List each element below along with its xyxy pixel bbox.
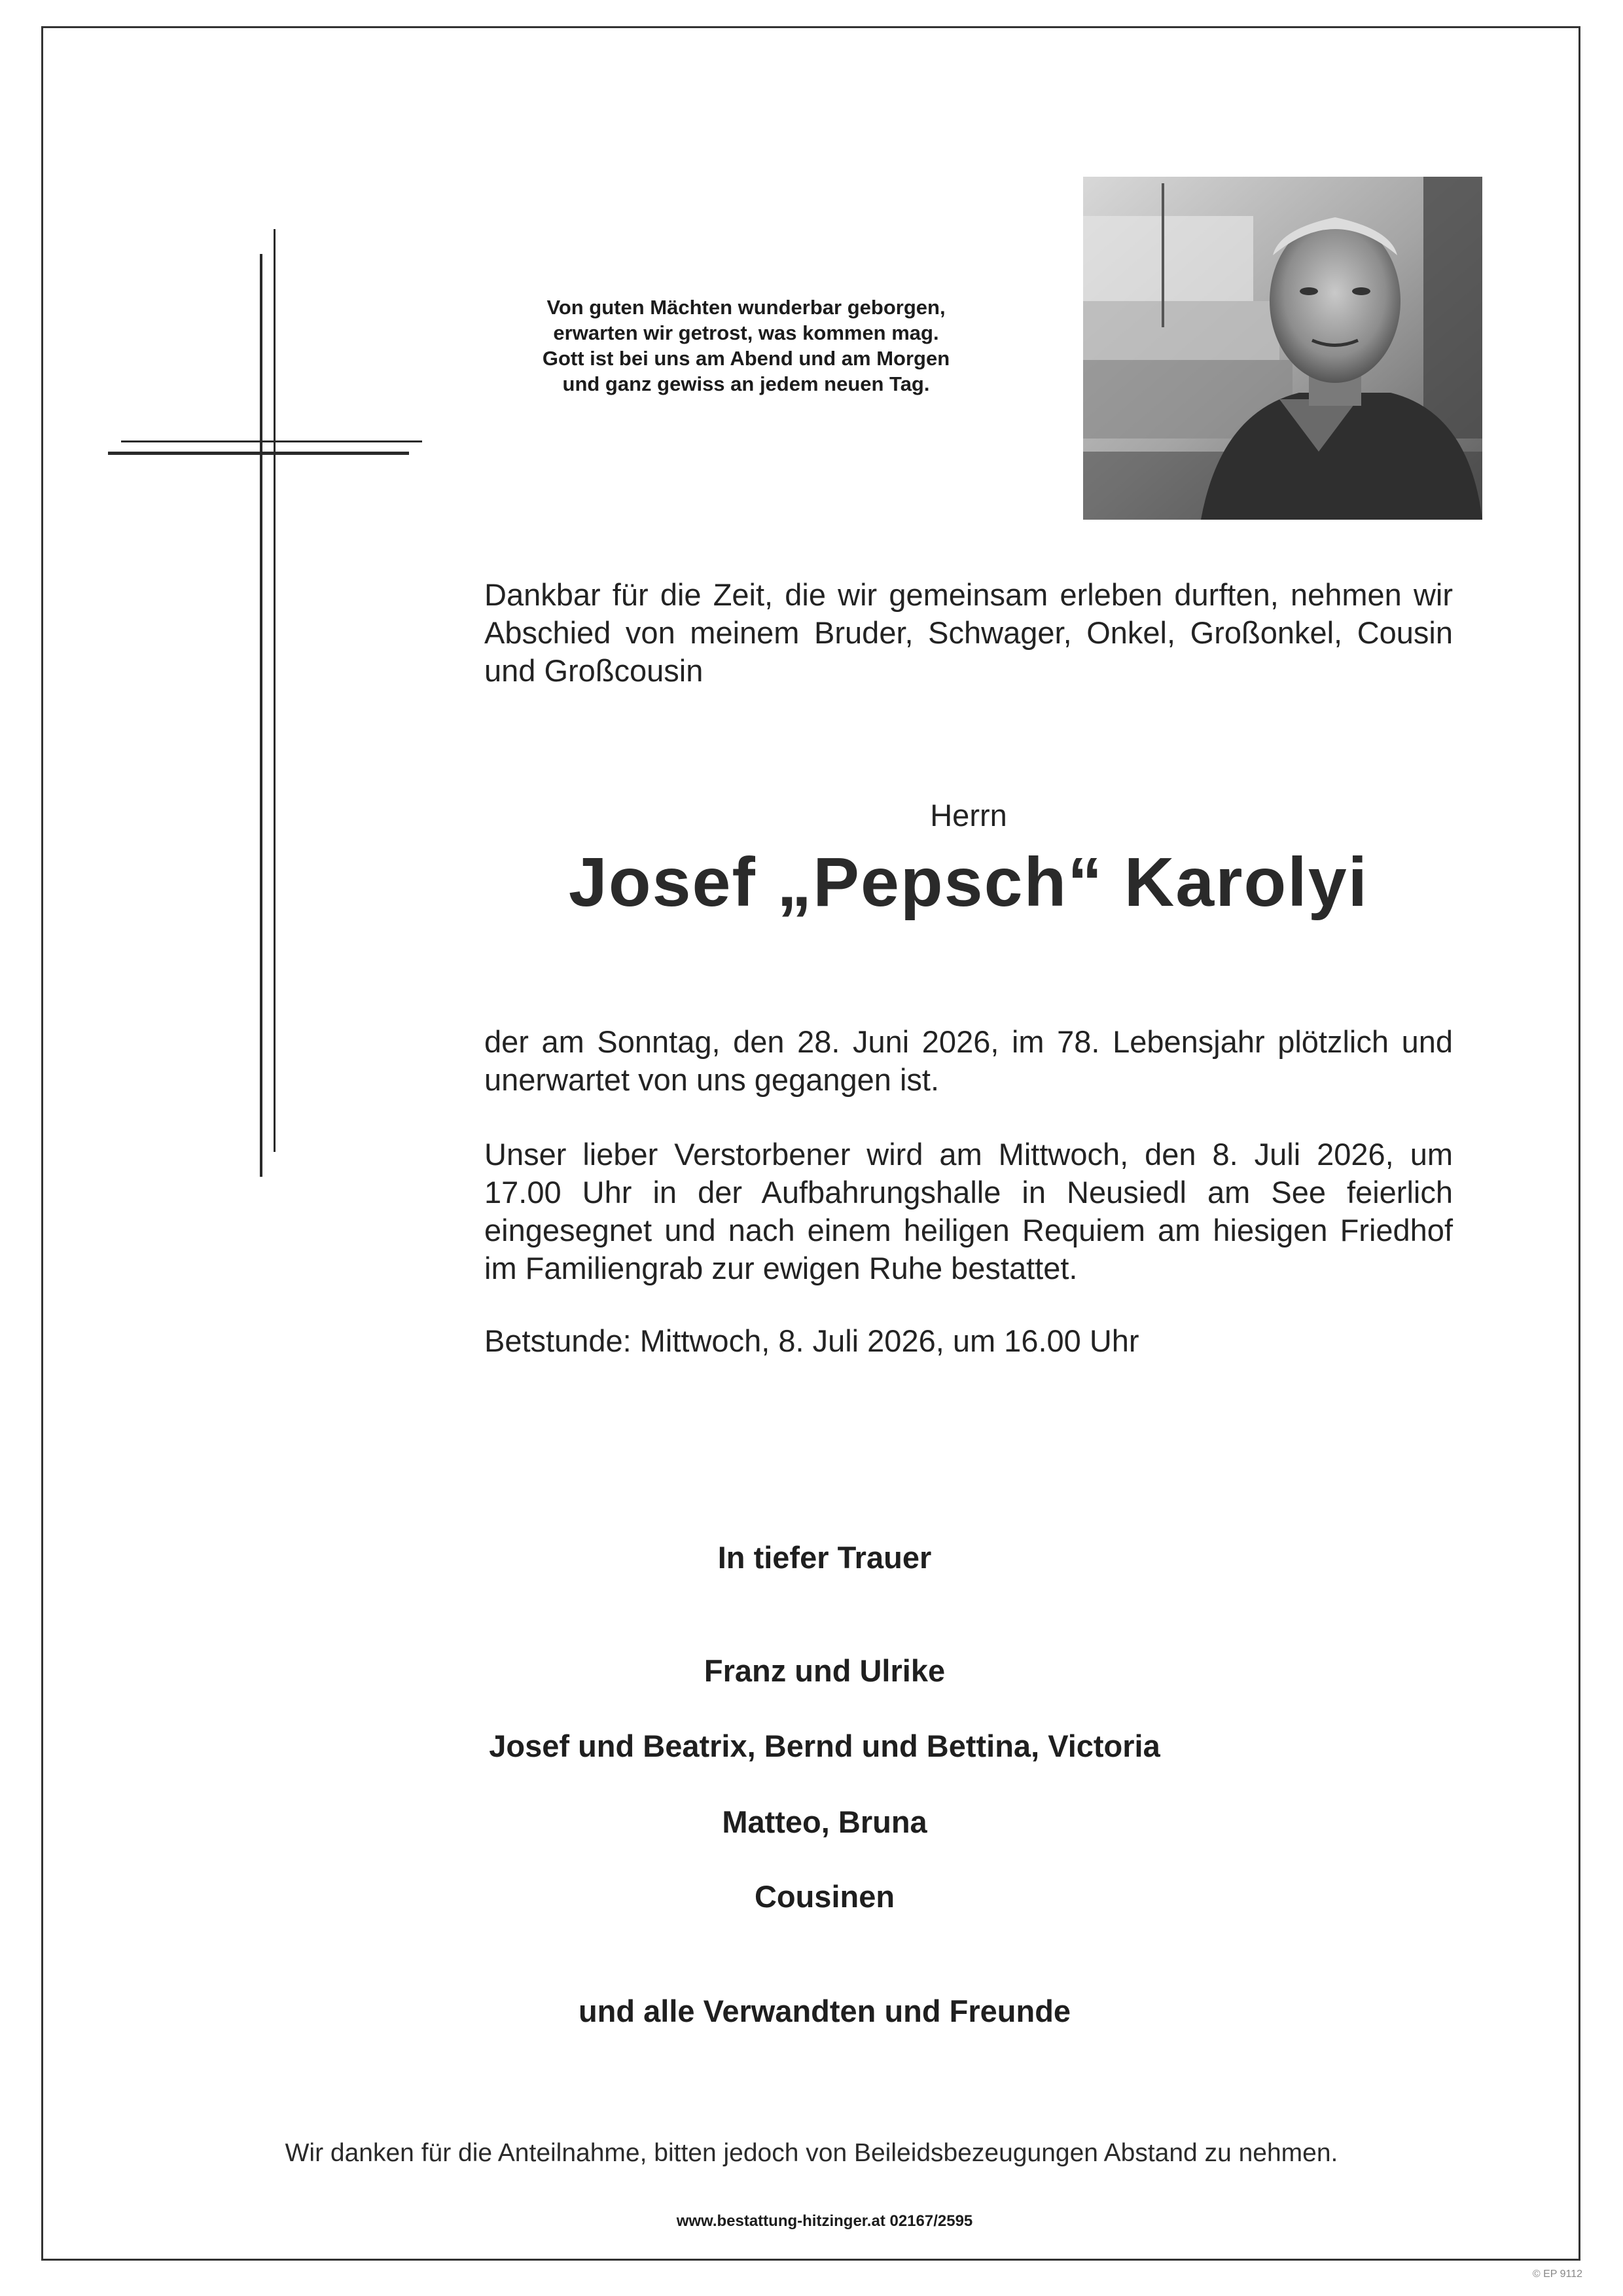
funeral-home-footer: www.bestattung-hitzinger.at 02167/2595	[676, 2212, 973, 2230]
cross-vertical-bar-2	[274, 229, 276, 1152]
print-code: © EP 9112	[1532, 2269, 1582, 2280]
cross-horizontal-bar	[121, 440, 422, 442]
honorific: Herrn	[930, 798, 1007, 833]
verse-line: und ganz gewiss an jedem neuen Tag.	[562, 372, 930, 395]
cross-horizontal-bar-2	[108, 452, 409, 455]
verse-line: Gott ist bei uns am Abend und am Morgen	[542, 347, 950, 370]
verse-line: erwarten wir getrost, was kommen mag.	[553, 321, 939, 344]
intro-text: Dankbar für die Zeit, die wir gemeinsam erleben durften, nehmen wir Abschied von meinem Bruder, Schwager, Onkel, Großonkel, Cousin und Großcousin	[484, 577, 1453, 688]
portrait-photo	[1083, 177, 1482, 520]
mourners-closing: und alle Verwandten und Freunde	[578, 1994, 1071, 2028]
deceased-name: Josef „Pepsch“ Karolyi	[568, 844, 1369, 921]
mourner-line: Cousinen	[754, 1879, 895, 1914]
thanks-note: Wir danken für die Anteilnahme, bitten jedoch von Beileidsbezeugungen Abstand zu nehmen.	[285, 2139, 1338, 2167]
cross-vertical-bar	[260, 254, 262, 1177]
death-notice: der am Sonntag, den 28. Juni 2026, im 78. Lebensjahr plötzlich und unerwartet von uns gegangen ist.	[484, 1024, 1453, 1097]
mourning-heading: In tiefer Trauer	[717, 1540, 932, 1575]
mourner-line: Franz und Ulrike	[704, 1653, 946, 1688]
verse	[510, 295, 982, 397]
verse-line: Von guten Mächten wunderbar geborgen,	[546, 296, 946, 319]
prayer-hour: Betstunde: Mittwoch, 8. Juli 2026, um 16.00 Uhr	[484, 1323, 1139, 1358]
portrait-image	[1083, 177, 1482, 520]
mourner-line: Matteo, Bruna	[722, 1804, 927, 1839]
mourner-line: Josef und Beatrix, Bernd und Bettina, Victoria	[489, 1729, 1160, 1763]
funeral-notice: Unser lieber Verstorbener wird am Mittwoch, den 8. Juli 2026, um 17.00 Uhr in der Aufbahrungshalle in Neusiedl am See feierlich eingesegnet und nach einem heiligen Requiem am hiesigen Friedhof im Familiengrab zur ewigen Ruhe bestattet.	[484, 1137, 1453, 1285]
